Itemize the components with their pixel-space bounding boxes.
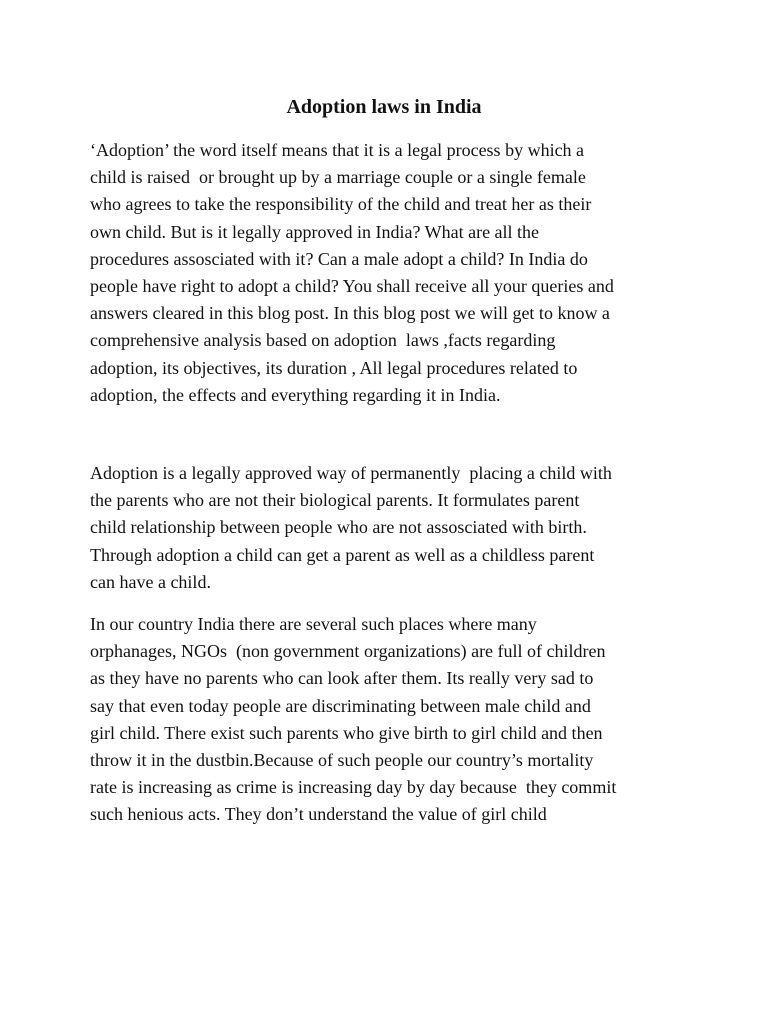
text-line: child relationship between people who are not assosciated with birth. <box>90 517 587 538</box>
text-line: girl child. There exist such parents who give birth to girl child and then <box>90 722 603 743</box>
text-line: as they have no parents who can look after them. Its really very sad to <box>90 668 594 689</box>
text-line: own child. But is it legally approved in India? What are all the <box>90 221 540 242</box>
text-line: adoption, its objectives, its duration , All legal procedures related to <box>90 357 578 378</box>
text-line: Adoption is a legally approved way of permanently placing a child with <box>90 463 612 483</box>
text-line: procedures assosciated with it? Can a male adopt a child? In India do <box>90 248 588 269</box>
paragraph-definition <box>90 460 690 596</box>
paragraph-situation <box>90 611 690 829</box>
text-line: In our country India there are several such places where many <box>90 614 537 634</box>
text-line: such henious acts. They don’t understand the value of girl child <box>90 804 547 825</box>
text-line: ‘Adoption’ the word itself means that it is a legal process by which a <box>90 140 585 160</box>
text-line: throw it in the dustbin.Because of such people our country’s mortality <box>90 750 594 771</box>
text-line: the parents who are not their biological parents. It formulates parent <box>90 490 580 511</box>
text-line: say that even today people are discriminating between male child and <box>90 695 591 716</box>
text-line: Through adoption a child can get a parent as well as a childless parent <box>90 544 595 565</box>
text-line: adoption, the effects and everything regarding it in India. <box>90 384 501 405</box>
text-line: comprehensive analysis based on adoption laws ,facts regarding <box>90 330 556 351</box>
text-line: can have a child. <box>90 571 211 592</box>
document-title: Adoption laws in India <box>286 96 482 118</box>
text-line: who agrees to take the responsibility of the child and treat her as their <box>90 194 592 215</box>
text-line: answers cleared in this blog post. In this blog post we will get to know a <box>90 303 610 324</box>
paragraph-intro <box>90 137 690 409</box>
text-line: child is raised or brought up by a marriage couple or a single female <box>90 167 586 188</box>
text-line: rate is increasing as crime is increasing day by day because they commit <box>90 777 617 798</box>
text-line: orphanages, NGOs (non government organizations) are full of children <box>90 641 606 662</box>
text-line: people have right to adopt a child? You shall receive all your queries and <box>90 276 614 297</box>
